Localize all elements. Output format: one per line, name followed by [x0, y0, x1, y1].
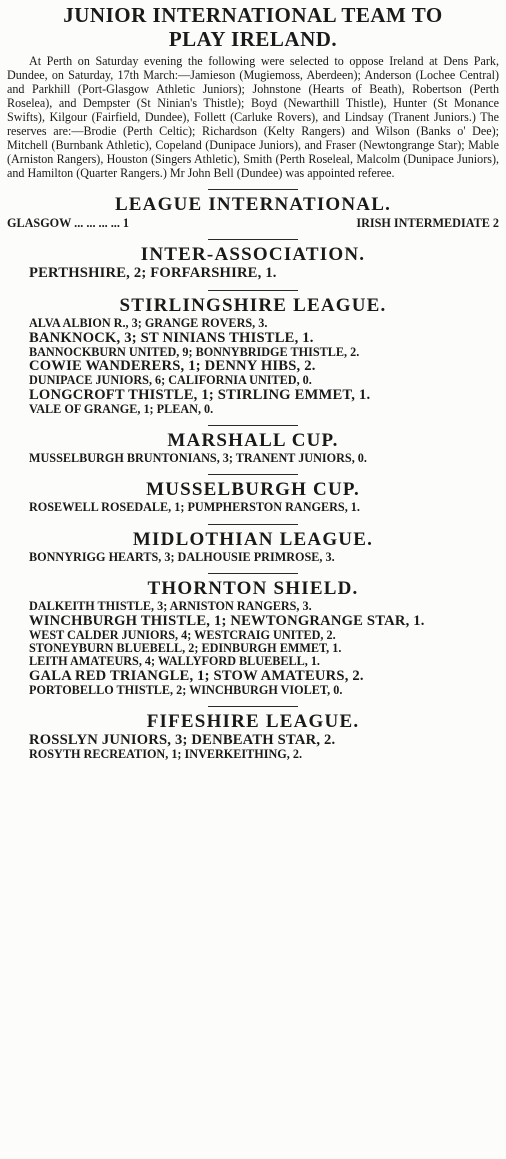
divider: [208, 706, 298, 707]
result-right: IRISH INTERMEDIATE 2: [356, 216, 499, 231]
heading-marshall-cup: MARSHALL CUP.: [167, 430, 339, 452]
heading-midlothian-league: MIDLOTHIAN LEAGUE.: [132, 528, 374, 550]
result-line: STONEYBURN BLUEBELL, 2; EDINBURGH EMMET, 1.: [29, 641, 342, 656]
divider: [208, 189, 298, 190]
heading-musselburgh-cup: MUSSELBURGH CUP.: [146, 479, 360, 501]
result-line: WINCHBURGH THISTLE, 1; NEWTONGRANGE STAR, 1.: [29, 612, 425, 629]
result-line: ROSEWELL ROSEDALE, 1; PUMPHERSTON RANGERS, 1.: [29, 500, 360, 515]
result-line: DUNIPACE JUNIORS, 6; CALIFORNIA UNITED, 0.: [29, 373, 312, 388]
divider: [208, 425, 298, 426]
headline-line-2: PLAY IRELAND.: [168, 27, 338, 51]
result-line: VALE OF GRANGE, 1; PLEAN, 0.: [29, 401, 214, 416]
team-selection-paragraph: At Perth on Saturday evening the following were selected to oppose Ireland at Dens Park, Dundee, on Saturday, 17th March:—Jamieson (Mugiemoss, Aberdeen); Anderson (Lochee Central) and Parkhill (Port-Glasgow Athletic Juniors); Johnstone (Hearts of Beath), Robertson (Perth Roselea), and Dempster (St Ninian's Thistle); Boyd (Newarthill Thistle), Hunter (St Monance Swifts), Kilgour (Fairfield, Dundee), Follett (Carluke Rovers), and Lindsay (Tranent Juniors.) The reserves are:—Brodie (Perth Celtic); Richardson (Kelty Rangers) and Wilson (Banks o' Dee); Mitchell (Burnbank Athletic), Copeland (Dunipace Juniors), and Fraser (Newtongrange Star); Mable (Arniston Rangers), Houston (Singers Athletic), Smith (Perth Roseleal, Malcolm (Dunipace Juniors), and Hamilton (Quarter Rangers.) Mr John Bell (Dundee) was appointed referee.: [7, 54, 499, 181]
result-line: DALKEITH THISTLE, 3; ARNISTON RANGERS, 3.: [29, 599, 312, 614]
result-line: WEST CALDER JUNIORS, 4; WESTCRAIG UNITED, 2.: [29, 627, 336, 642]
headline-line-1: JUNIOR INTERNATIONAL TEAM TO: [63, 3, 443, 27]
divider: [208, 239, 298, 240]
heading-inter-association: INTER-ASSOCIATION.: [140, 244, 366, 266]
result-line: ROSYTH RECREATION, 1; INVERKEITHING, 2.: [29, 747, 303, 762]
result-line: PORTOBELLO THISTLE, 2; WINCHBURGH VIOLET, 0.: [29, 682, 343, 697]
result-line: ALVA ALBION R., 3; GRANGE ROVERS, 3.: [29, 316, 268, 331]
result-line: PERTHSHIRE, 2; FORFARSHIRE, 1.: [29, 265, 277, 282]
heading-stirlingshire-league: STIRLINGSHIRE LEAGUE.: [119, 295, 387, 317]
result-line: MUSSELBURGH BRUNTONIANS, 3; TRANENT JUNIORS, 0.: [29, 451, 367, 466]
result-line: LONGCROFT THISTLE, 1; STIRLING EMMET, 1.: [29, 386, 371, 403]
result-line: LEITH AMATEURS, 4; WALLYFORD BLUEBELL, 1.: [29, 654, 320, 669]
result-left: GLASGOW ... ... ... ... 1: [7, 216, 130, 231]
divider: [208, 474, 298, 475]
result-line: BONNYRIGG HEARTS, 3; DALHOUSIE PRIMROSE, 3.: [29, 549, 335, 564]
divider: [208, 524, 298, 525]
heading-thornton-shield: THORNTON SHIELD.: [147, 578, 359, 600]
result-line: BANNOCKBURN UNITED, 9; BONNYBRIDGE THISTLE, 2.: [29, 344, 360, 359]
result-line: BANKNOCK, 3; ST NINIANS THISTLE, 1.: [29, 329, 314, 346]
result-line: ROSSLYN JUNIORS, 3; DENBEATH STAR, 2.: [29, 732, 336, 749]
result-line: GALA RED TRIANGLE, 1; STOW AMATEURS, 2.: [29, 667, 364, 684]
league-international-result: [7, 216, 499, 230]
result-line: COWIE WANDERERS, 1; DENNY HIBS, 2.: [29, 358, 316, 375]
heading-league-international: LEAGUE INTERNATIONAL.: [114, 194, 392, 216]
heading-fifeshire-league: FIFESHIRE LEAGUE.: [146, 711, 360, 733]
divider: [208, 290, 298, 291]
divider: [208, 573, 298, 574]
